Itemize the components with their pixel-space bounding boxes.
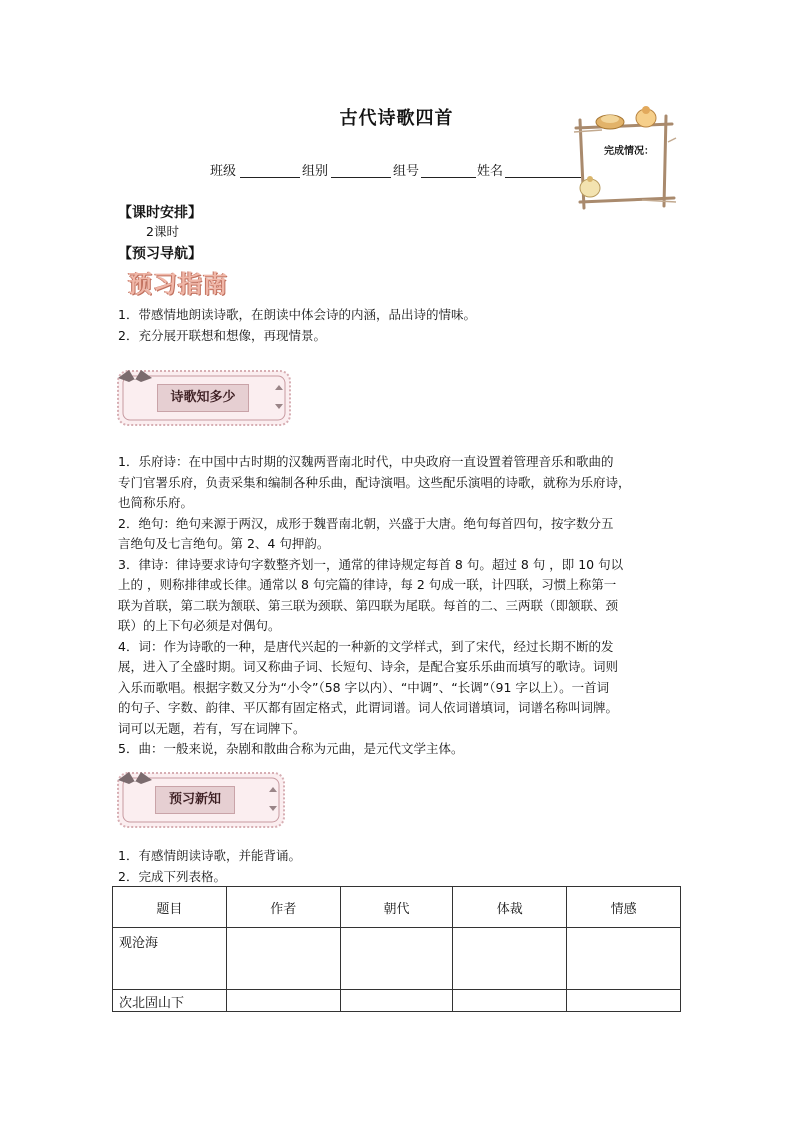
- text-line: 1．乐府诗：在中国中古时期的汉魏两晋南北时代，中央政府一直设置着管理音乐和歌曲的: [118, 454, 614, 469]
- new-knowledge-list: [118, 846, 688, 887]
- name-label: 姓名: [477, 164, 504, 179]
- text-line: 3．律诗：律诗要求诗句字数整齐划一，通常的律诗规定每首 8 句。超过 8 句 ，即 10 句以: [118, 556, 624, 572]
- table-cell[interactable]: [340, 990, 453, 1012]
- text-line: 联为首联，第二联为颔联、第三联为颈联、第四联为尾联。每首的二、三两联（即颔联、颈: [118, 597, 619, 613]
- name-blank[interactable]: [505, 177, 581, 178]
- table-cell[interactable]: [226, 990, 340, 1012]
- new-knowledge-label: 预习新知: [155, 786, 235, 814]
- completion-frame: [572, 102, 678, 214]
- table-header-row: [113, 887, 681, 928]
- text-line: 联）的上下句必须是对偶句。: [118, 618, 281, 633]
- text-line: 的句子、字数、韵律、平仄都有固定格式，此谓词谱。词人依词谱填词，词谱名称叫词牌。: [118, 700, 619, 715]
- group-no-blank[interactable]: [421, 177, 476, 178]
- text-line: 上的 ，则称排律或长律。通常以 8 句完篇的律诗，每 2 句成一联，计四联，习惯上称第一: [118, 577, 617, 592]
- table-cell-title: 观沧海: [113, 928, 227, 990]
- table-cell[interactable]: [340, 928, 453, 990]
- table-cell[interactable]: [567, 928, 681, 990]
- text-line: 4．词：作为诗歌的一种，是唐代兴起的一种新的文学样式，到了宋代，经过长期不断的发: [118, 638, 614, 654]
- group-no-label: 组号: [393, 164, 420, 179]
- text-line: 2．绝句：绝句来源于两汉，成形于魏晋南北朝，兴盛于大唐。绝句每首四句，按字数分五: [118, 515, 614, 531]
- text-line: 5．曲：一般来说，杂剧和散曲合称为元曲，是元代文学主体。: [118, 741, 464, 756]
- text-line: 词可以无题，若有，写在词牌下。: [118, 720, 306, 736]
- class-label: 班级: [210, 164, 237, 179]
- column-header: 作者: [226, 887, 340, 928]
- table-cell[interactable]: [567, 990, 681, 1012]
- column-header: 题目: [113, 887, 227, 928]
- list-item: 2．充分展开联想和想像，再现情景。: [118, 327, 326, 343]
- column-header: 体裁: [453, 887, 567, 928]
- list-item: 1．带感情地朗读诗歌，在朗读中体会诗的内涵，品出诗的情味。: [118, 307, 476, 322]
- text-line: 入乐而歌唱。根据字数又分为“小令”（58 字以内）、“中调”、“长调”（91 字以上）。一首词: [118, 679, 610, 695]
- list-item: 2．完成下列表格。: [118, 868, 226, 884]
- poetry-box-label: 诗歌知多少: [157, 384, 249, 412]
- poetry-text: [118, 452, 692, 760]
- page-title: 古代诗歌四首: [339, 108, 454, 129]
- schedule-heading: 【课时安排】: [118, 205, 202, 221]
- text-line: 言绝句及七言绝句。第 2、4 句押韵。: [118, 536, 330, 551]
- guide-heading-image: 预习指南: [128, 270, 228, 298]
- group-blank[interactable]: [331, 177, 391, 178]
- table-cell[interactable]: [453, 928, 567, 990]
- table-row: [113, 990, 681, 1012]
- column-header: 情感: [567, 887, 681, 928]
- column-header: 朝代: [340, 887, 453, 928]
- text-line: 展，进入了全盛时期。词又称曲子词、长短句、诗余，是配合宴乐乐曲而填写的歌诗。词则: [118, 659, 619, 674]
- table-cell[interactable]: [226, 928, 340, 990]
- table-row: [113, 928, 681, 990]
- table-cell[interactable]: [453, 990, 567, 1012]
- schedule-hours: 2课时: [146, 224, 179, 239]
- class-blank[interactable]: [240, 177, 300, 178]
- list-item: 1．有感情朗读诗歌，并能背诵。: [118, 848, 301, 863]
- twig-frame-icon: [572, 102, 678, 214]
- preview-list: [118, 305, 688, 346]
- completion-label: 完成情况：: [604, 146, 654, 157]
- text-line: 也简称乐府。: [118, 495, 194, 510]
- group-label: 组别: [302, 164, 329, 179]
- poem-table: [112, 886, 681, 1012]
- table-cell-title: 次北固山下: [113, 990, 227, 1012]
- preview-heading: 【预习导航】: [118, 246, 202, 262]
- text-line: 专门官署乐府，负责采集和编制各种乐曲，配诗演唱。这些配乐演唱的诗歌，就称为乐府诗，: [118, 474, 631, 490]
